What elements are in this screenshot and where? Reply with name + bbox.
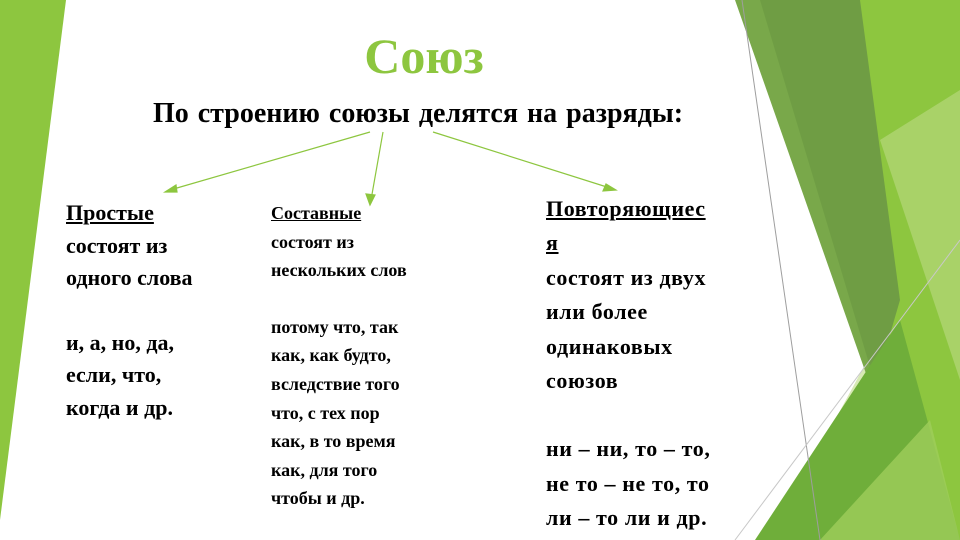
description-line: союзов xyxy=(546,368,619,394)
spacer xyxy=(271,285,471,313)
example-line: вследствие того xyxy=(271,373,400,394)
description-line: или более xyxy=(546,299,648,325)
description-line: нескольких слов xyxy=(271,260,407,281)
column-repeating xyxy=(546,192,751,536)
column-simple xyxy=(66,197,256,424)
spacer xyxy=(546,398,751,432)
example-line: ли – то ли и др. xyxy=(546,505,708,531)
spacer xyxy=(66,295,256,327)
column-compound xyxy=(271,199,471,513)
example-line: когда и др. xyxy=(66,394,173,420)
description-line: состоят из двух xyxy=(546,264,707,290)
example-line: и, а, но, да, xyxy=(66,329,174,355)
example-line: что, с тех пор xyxy=(271,402,380,423)
arrow-to-compound xyxy=(366,132,383,205)
example-line: как, в то время xyxy=(271,431,396,452)
column-heading-repeating-wrap: я xyxy=(546,230,559,256)
arrow-to-simple xyxy=(165,132,370,192)
slide-subtitle: По строению союзы делятся на разряды: xyxy=(152,98,684,129)
column-heading-simple: Простые xyxy=(66,200,154,225)
example-line: чтобы и др. xyxy=(271,488,365,509)
slide-title: Союз xyxy=(364,28,484,84)
example-line: не то – не то, то xyxy=(546,470,710,496)
description-line: состоят из xyxy=(66,232,168,258)
example-line: как, для того xyxy=(271,459,378,480)
column-heading-repeating: Повторяющиес xyxy=(546,196,706,221)
example-line: ни – ни, то – то, xyxy=(546,436,711,462)
example-line: потому что, так xyxy=(271,316,399,337)
description-line: состоят из xyxy=(271,231,354,252)
example-line: как, как будто, xyxy=(271,345,391,366)
column-heading-compound: Составные xyxy=(271,203,362,223)
description-line: одного слова xyxy=(66,265,193,290)
arrow-to-repeating xyxy=(433,132,616,191)
example-line: если, что, xyxy=(66,362,162,387)
description-line: одинаковых xyxy=(546,333,673,359)
